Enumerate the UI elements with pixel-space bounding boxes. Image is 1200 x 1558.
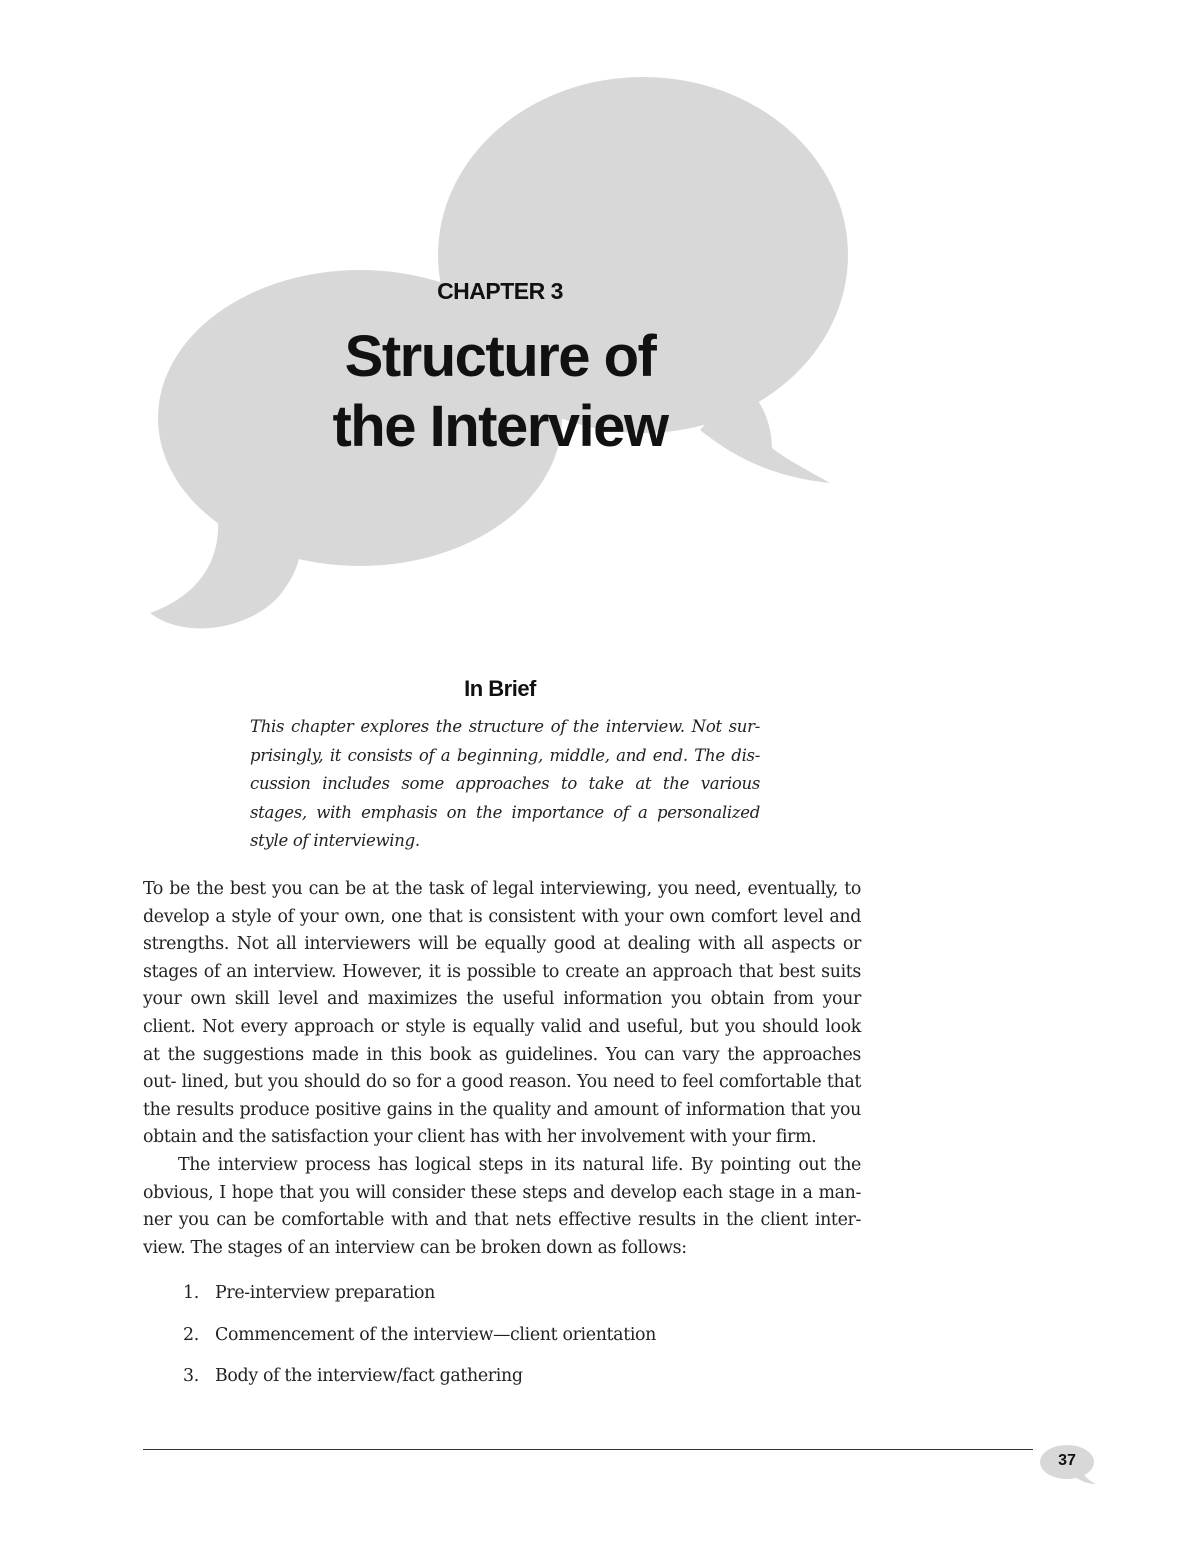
in-brief-line: cussion includes some approaches to take at the various stages, [250,774,760,822]
body-paragraph-1 [143,876,861,1152]
in-brief-heading: In Brief [464,676,536,701]
body-text [143,876,861,1262]
body-line: strengths. Not all interviewers will be equally good at dealing with all aspects or [143,934,861,955]
list-item-text: Commencement of the interview—client orientation [215,1324,657,1345]
list-item [183,1363,656,1405]
body-line: stages of an interview. However, it is possible to create an approach that best suits [143,961,861,982]
body-paragraph-2 [143,1152,861,1262]
list-item-number: 3. [183,1366,199,1386]
body-line: client. Not every approach or style is equally valid and useful, but you should look at [143,1016,861,1065]
list-item-text: Body of the interview/fact gathering [215,1366,523,1386]
interview-stages-list [183,1280,656,1405]
body-line: To be the best you can be at the task of legal interviewing, you need, eventually, to [143,879,861,899]
list-item-number: 1. [183,1283,199,1303]
body-line: the suggestions made in this book as guidelines. You can vary the approaches out- [143,1044,861,1093]
list-item-number: 2. [183,1324,199,1345]
in-brief-line: with emphasis on the importance of a personalized style of [250,802,761,851]
list-item [183,1280,656,1322]
in-brief-line: prisingly, it consists of a beginning, middle, and end. The dis- [250,745,760,765]
in-brief-line: This chapter explores the structure of the interview. Not sur- [250,717,760,736]
in-brief-summary [250,713,760,856]
body-line: obvious, I hope that you will consider these steps and develop each stage in a man- [143,1182,861,1203]
chapter-title [200,322,800,462]
list-item-text: Pre-interview preparation [215,1283,436,1303]
page-number: 37 [1058,1452,1076,1469]
chapter-title-line-2: the Interview [332,394,668,459]
chapter-label: CHAPTER 3 [437,278,563,304]
left-speech-bubble-tail [150,520,301,628]
body-line: view. The stages of an interview can be broken down as follows: [143,1237,687,1258]
body-line: develop a style of your own, one that is consistent with your own comfort level and [143,906,861,927]
body-line: obtain and the satisfaction your client has with her involvement with your firm. [143,1127,817,1148]
body-line: results produce positive gains in the quality and amount of information that you [176,1099,861,1120]
body-line: lined, but you should do so for a good reason. You need to feel comfortable that the [143,1072,861,1120]
body-line: ner you can be comfortable with and that nets effective results in the client inter- [143,1210,861,1231]
in-brief-line: interviewing. [313,831,420,851]
chapter-title-line-1: Structure of [344,324,656,389]
body-line: The interview process has logical steps in its natural life. By pointing out the [178,1154,861,1175]
list-item [183,1322,656,1364]
footer-rule [143,1449,1033,1450]
body-line: your own skill level and maximizes the useful information you obtain from your [143,989,861,1010]
